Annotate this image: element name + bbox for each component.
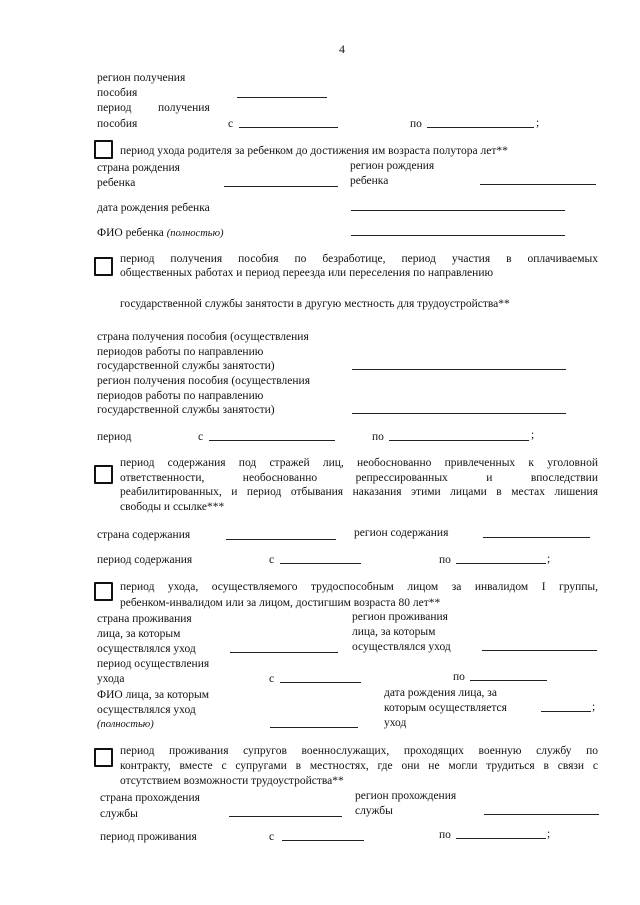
care-period-label-line2: ухода: [97, 673, 125, 685]
residence-region-label-line3: осуществлялся уход: [352, 641, 451, 653]
birth-region-label-line2: ребенка: [350, 175, 389, 187]
residence-country-label-line1: страна проживания: [97, 613, 192, 625]
detention-period-label: период содержания: [97, 554, 193, 566]
region-input-line[interactable]: [237, 97, 327, 98]
residence-country-input-line[interactable]: [230, 652, 338, 653]
cared-dob-label-line1: дата рождения лица, за: [384, 687, 497, 699]
residence-to-input-line[interactable]: [456, 838, 546, 839]
detention-to-label: по: [439, 554, 451, 566]
child-fio-label-text: ФИО ребенка: [97, 227, 164, 239]
detention-from-input-line[interactable]: [280, 563, 361, 564]
detention-title-line4: свободы и ссылке***: [120, 501, 225, 513]
military-spouses-title-line2: контракту, вместе с супругами в местностях, где они не могли трудиться в связи с: [120, 760, 598, 772]
care-disabled-title-line2: ребенком-инвалидом или за лицом, достигшим возраста 80 лет**: [120, 597, 441, 609]
cared-dob-label-line2: которым осуществляется: [384, 702, 507, 714]
residence-from-input-line[interactable]: [282, 840, 364, 841]
detention-title-line2: ответственности, необоснованно репрессированных и впоследствии: [120, 472, 598, 484]
period-label-line2: пособия: [97, 118, 138, 130]
unemployment-period-label: период: [97, 431, 132, 443]
cared-dob-label-line3: уход: [384, 717, 407, 729]
detention-title-line1: период содержания под стражей лиц, необоснованно привлеченных к уголовной: [120, 457, 598, 469]
cared-fio-note: [97, 718, 154, 732]
unemployment-title-line3: государственной службы занятости в другую местность для трудоустройства**: [120, 298, 510, 310]
from-input-line[interactable]: [239, 127, 338, 128]
semicolon: ;: [536, 117, 540, 129]
residence-region-label-line1: регион проживания: [352, 611, 448, 623]
birth-region-input-line[interactable]: [480, 184, 596, 185]
birth-country-label-line1: страна рождения: [97, 162, 180, 174]
birth-region-label-line1: регион рождения: [350, 160, 435, 172]
unemployment-from-input-line[interactable]: [209, 440, 335, 441]
cared-dob-input-line[interactable]: [541, 711, 591, 712]
child-dob-input-line[interactable]: [351, 210, 565, 211]
cared-fio-label-line1: ФИО лица, за которым: [97, 689, 209, 701]
care-disabled-checkbox[interactable]: [94, 582, 113, 601]
residence-period-label: период проживания: [100, 831, 197, 843]
detention-region-label: регион содержания: [354, 527, 449, 539]
detention-country-label: страна содержания: [97, 529, 191, 541]
care-disabled-title-line1: период ухода, осуществляемого трудоспособным лицом за инвалидом I группы,: [120, 581, 598, 593]
care-from-input-line[interactable]: [280, 682, 361, 683]
cared-fio-label-line2: осуществлялся уход: [97, 704, 196, 716]
period-label-word2: получения: [158, 102, 210, 114]
child-dob-label: дата рождения ребенка: [97, 202, 210, 214]
benefit-country-input-line[interactable]: [352, 369, 566, 370]
service-country-label-line1: страна прохождения: [100, 792, 200, 804]
residence-from-label: с: [269, 831, 275, 843]
detention-to-input-line[interactable]: [456, 563, 546, 564]
from-label: с: [228, 118, 234, 130]
cared-fio-note-text: (полностью): [97, 719, 154, 730]
unemployment-title-line2: общественных работах и период переезда или переселения по направлению: [120, 267, 494, 279]
benefit-country-label-line3: государственной службы занятости): [97, 360, 275, 372]
unemployment-to-label: по: [372, 431, 384, 443]
benefit-region-label-line3: государственной службы занятости): [97, 404, 275, 416]
unemployment-title-line1: период получения пособия по безработице, период участия в оплачиваемых: [120, 253, 598, 265]
service-region-label-line1: регион прохождения: [355, 790, 457, 802]
detention-country-input-line[interactable]: [226, 539, 336, 540]
service-region-label-line2: службы: [355, 805, 393, 817]
birth-country-input-line[interactable]: [224, 186, 338, 187]
detention-semicolon: ;: [547, 553, 551, 565]
child-fio-note: (полностью): [166, 228, 224, 239]
child-fio-label: [97, 226, 223, 241]
service-country-input-line[interactable]: [229, 816, 342, 817]
child-care-checkbox[interactable]: [94, 140, 113, 159]
unemployment-semicolon: ;: [531, 429, 535, 441]
unemployment-to-input-line[interactable]: [389, 440, 529, 441]
military-spouses-title-line1: период проживания супругов военнослужащих, проходящих военную службу по: [120, 745, 598, 757]
region-label-line2: пособия: [97, 87, 138, 99]
residence-to-label: по: [439, 829, 451, 841]
detention-region-input-line[interactable]: [483, 537, 590, 538]
military-spouses-checkbox[interactable]: [94, 748, 113, 767]
benefit-region-input-line[interactable]: [352, 413, 566, 414]
benefit-region-label-line1: регион получения пособия (осуществления: [97, 375, 310, 387]
residence-country-label-line2: лица, за которым: [97, 628, 181, 640]
residence-semicolon: ;: [547, 828, 551, 840]
period-label-word1: период: [97, 102, 132, 114]
benefit-country-label-line2: периодов работы по направлению: [97, 346, 264, 358]
care-period-label-line1: период осуществления: [97, 658, 210, 670]
unemployment-checkbox[interactable]: [94, 257, 113, 276]
unemployment-from-label: с: [198, 431, 204, 443]
benefit-region-label-line2: периодов работы по направлению: [97, 390, 264, 402]
military-spouses-title-line3: отсутствием возможности трудоустройства**: [120, 775, 344, 787]
residence-region-input-line[interactable]: [482, 650, 597, 651]
service-region-input-line[interactable]: [484, 814, 599, 815]
detention-checkbox[interactable]: [94, 465, 113, 484]
detention-title-line3: реабилитированных, и период отбывания наказания этими лицами в местах лишения: [120, 486, 598, 498]
birth-country-label-line2: ребенка: [97, 177, 136, 189]
region-label-line1: регион получения: [97, 72, 186, 84]
care-to-input-line[interactable]: [470, 680, 547, 681]
to-label: по: [410, 118, 422, 130]
residence-country-label-line3: осуществлялся уход: [97, 643, 196, 655]
child-care-title: период ухода родителя за ребенком до достижения им возраста полутора лет**: [120, 145, 508, 157]
cared-dob-semicolon: ;: [592, 701, 596, 713]
detention-from-label: с: [269, 554, 275, 566]
to-input-line[interactable]: [427, 127, 534, 128]
care-from-label: с: [269, 673, 275, 685]
child-fio-input-line[interactable]: [351, 235, 565, 236]
residence-region-label-line2: лица, за которым: [352, 626, 436, 638]
cared-fio-input-line[interactable]: [270, 727, 358, 728]
page-number: 4: [339, 42, 345, 56]
service-country-label-line2: службы: [100, 808, 138, 820]
care-to-label: по: [453, 671, 465, 683]
benefit-country-label-line1: страна получения пособия (осуществления: [97, 331, 309, 343]
